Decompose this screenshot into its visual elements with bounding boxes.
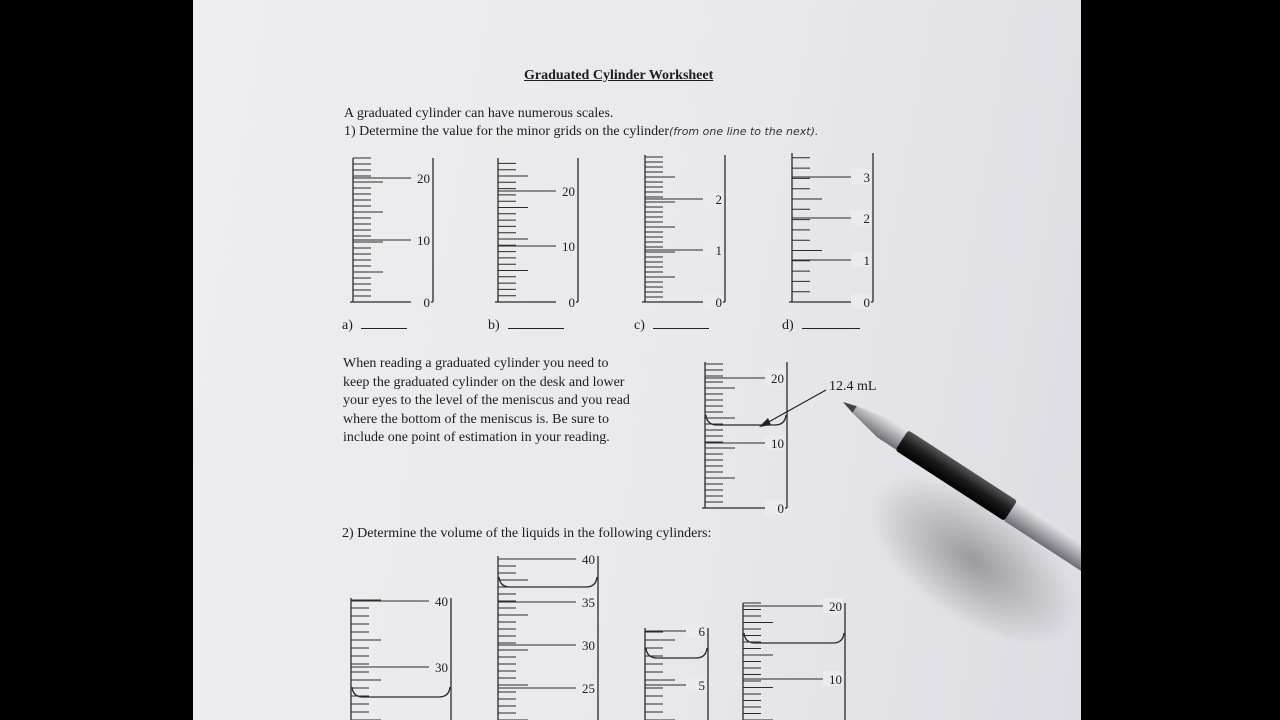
scale-label: 2 (715, 192, 722, 207)
answer-d: d) (782, 317, 860, 336)
scale-label: 5 (698, 678, 705, 693)
scale-label: 20 (417, 171, 430, 186)
scale-label: 30 (435, 660, 448, 675)
scale-label: 10 (562, 239, 575, 254)
intro-text: A graduated cylinder can have numerous scales. (344, 106, 614, 121)
scale-label: 20 (771, 371, 784, 386)
scale-label: 0 (777, 501, 784, 516)
worksheet-title: Graduated Cylinder Worksheet (524, 68, 714, 83)
reading-line: keep the graduated cylinder on the desk and lower (343, 374, 625, 390)
scale-label: 40 (582, 552, 595, 567)
question-1-text: 1) Determine the value for the minor grids on the cylinder (344, 124, 670, 139)
scale-label: 35 (582, 595, 595, 610)
reading-line: When reading a graduated cylinder you need to (343, 356, 609, 371)
scale-label: 10 (771, 436, 784, 451)
scale-label: 30 (582, 638, 595, 653)
scale-label: 1 (715, 243, 722, 258)
reading-line: your eyes to the level of the meniscus and you read (343, 393, 630, 408)
handwritten-note: (from one line to the next). (669, 125, 819, 138)
answer-a: a) (342, 317, 407, 336)
reading-line: where the bottom of the meniscus is. Be sure to (343, 411, 609, 427)
scale-label: 1 (863, 253, 870, 268)
scale-label: 25 (582, 681, 595, 696)
pen-pointer (193, 0, 1081, 720)
scale-label: 10 (417, 233, 430, 248)
scale-label: 0 (568, 295, 575, 310)
scale-label: 3 (863, 170, 870, 185)
scale-label: 6 (698, 624, 705, 639)
scale-label: 20 (562, 184, 575, 199)
scale-label: 20 (829, 599, 842, 614)
scale-label: 0 (423, 295, 430, 310)
scale-label: 0 (715, 295, 722, 310)
example-reading-label: 12.4 mL (829, 379, 877, 394)
question-2: 2) Determine the volume of the liquids in the following cylinders: (342, 526, 712, 541)
scale-label: 0 (863, 295, 870, 310)
worksheet-page (193, 0, 1081, 720)
reading-line: include one point of estimation in your reading. (343, 430, 610, 445)
answer-c: c) (634, 317, 709, 336)
scale-label: 10 (829, 672, 842, 687)
scale-label: 40 (435, 594, 448, 609)
answer-b: b) (488, 317, 564, 336)
scale-label: 2 (863, 211, 870, 226)
